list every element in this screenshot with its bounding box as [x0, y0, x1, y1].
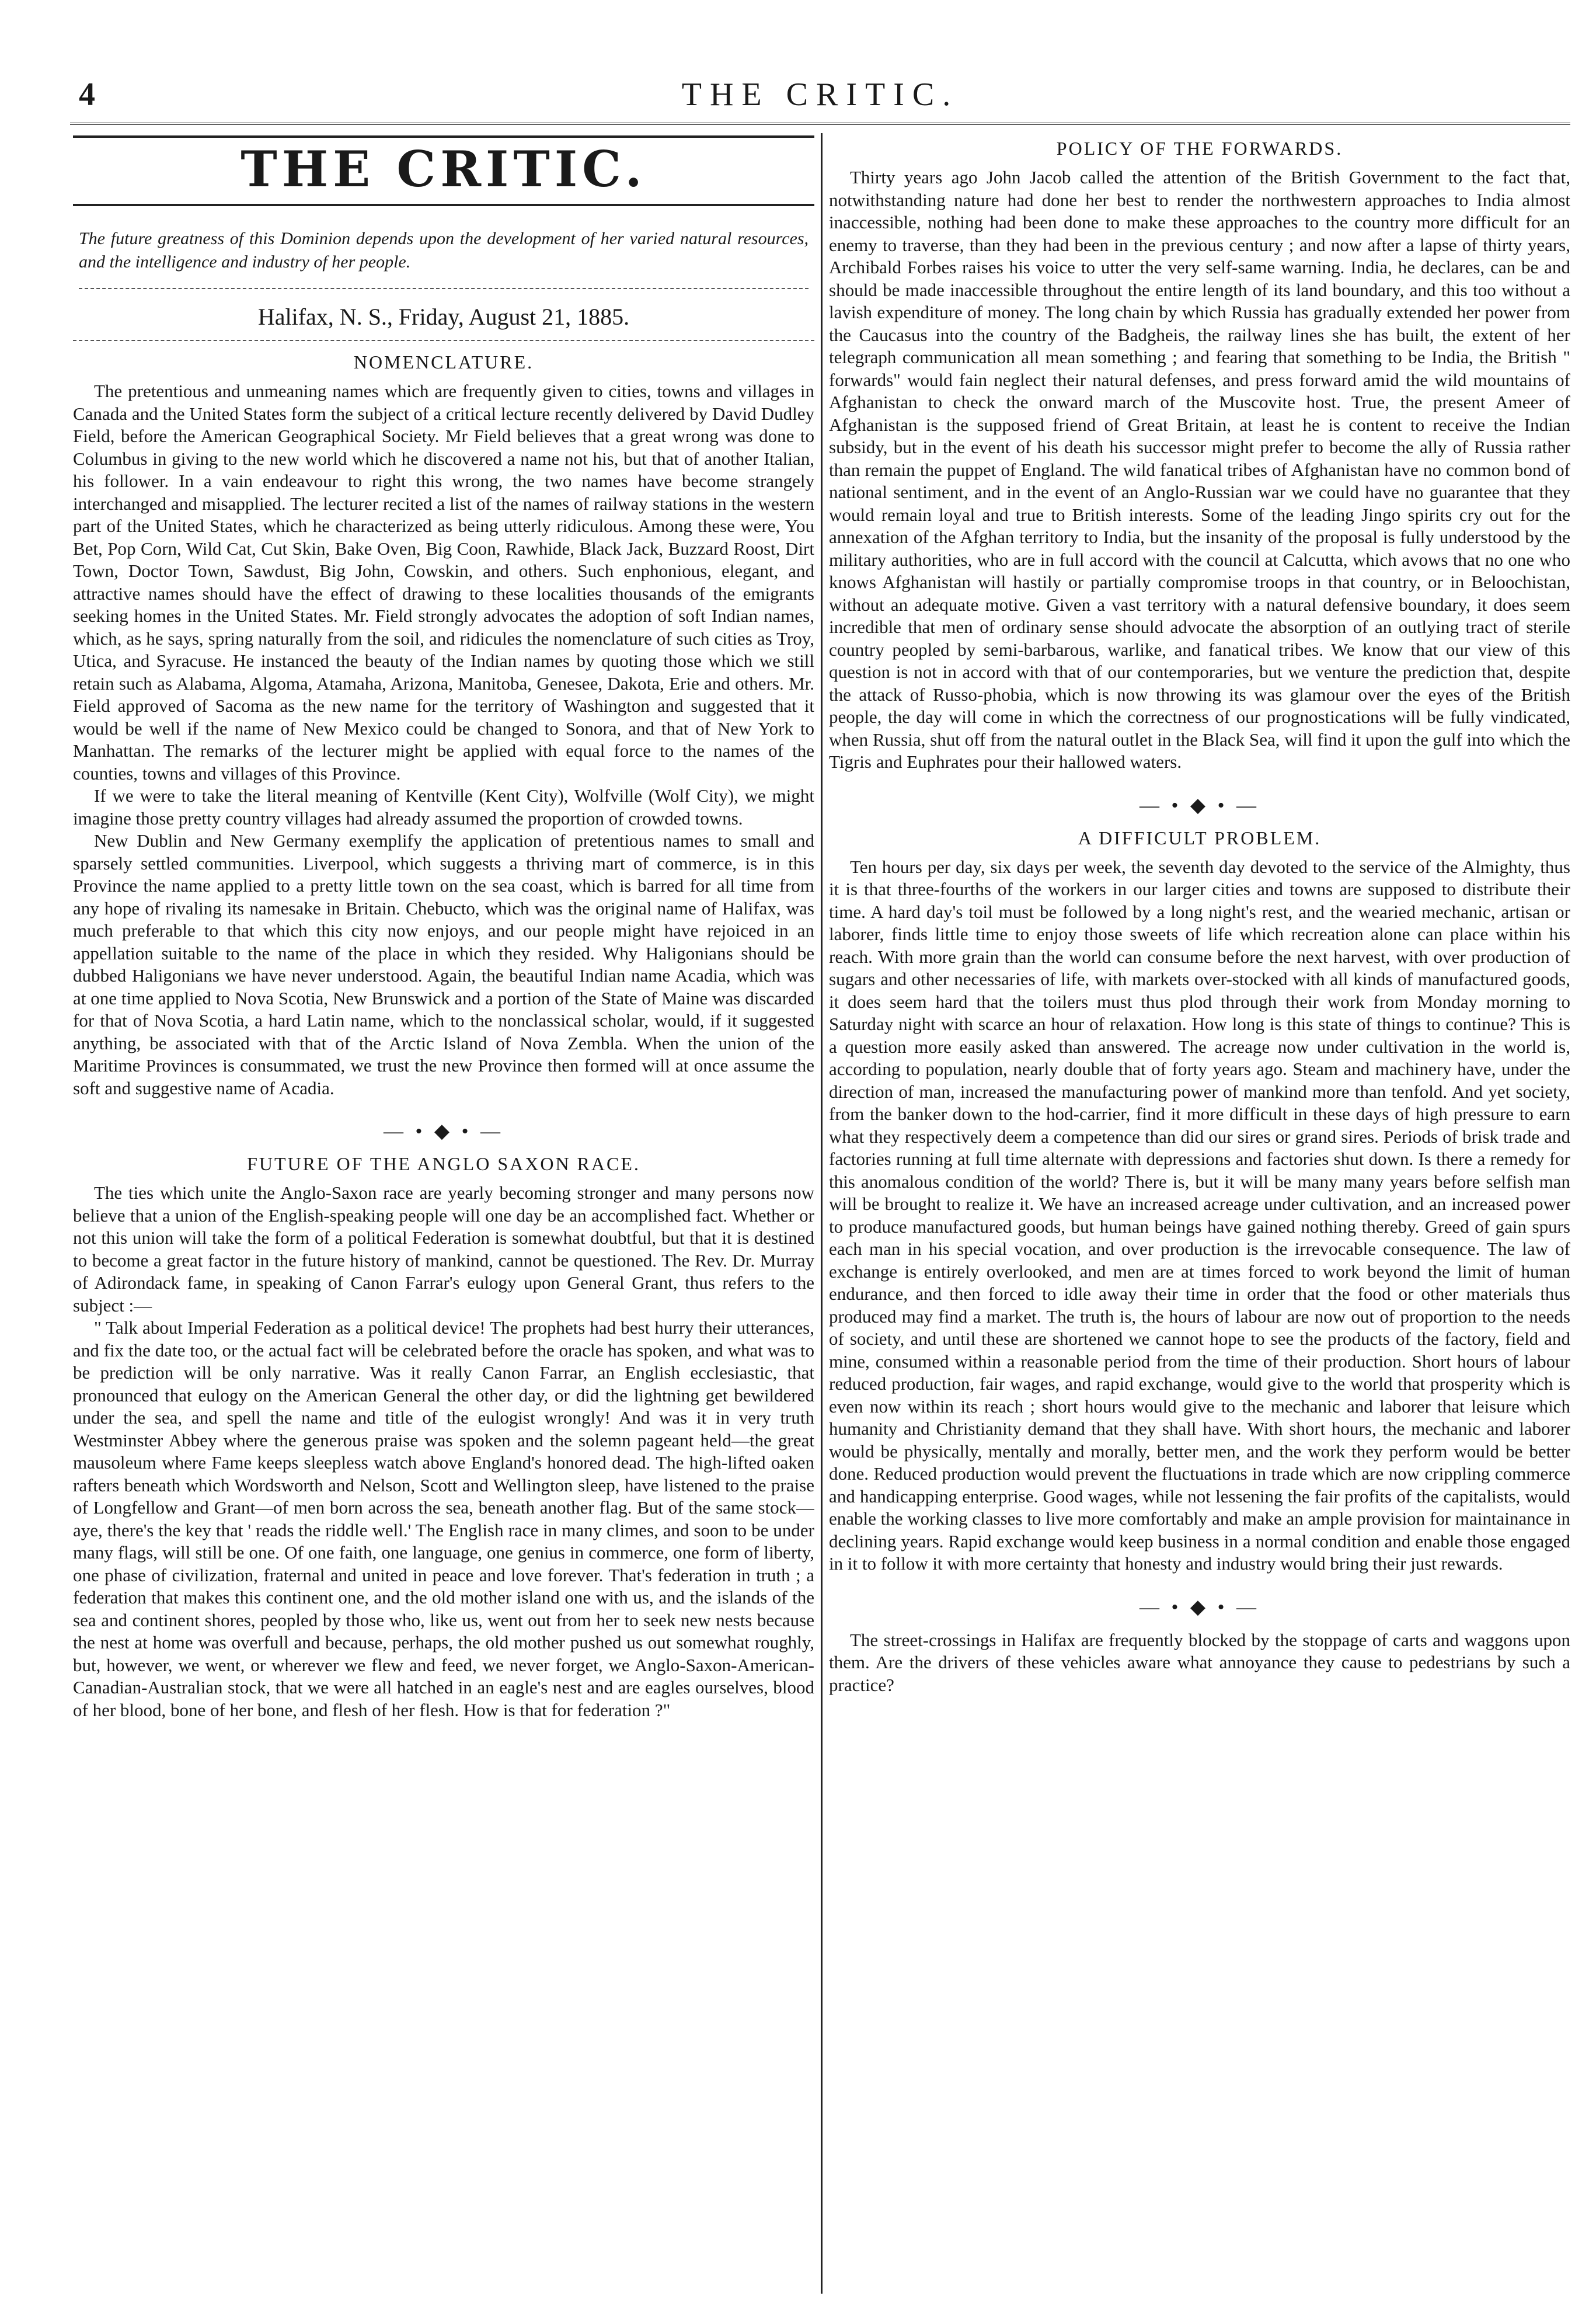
- article-title: FUTURE OF THE ANGLO SAXON RACE.: [247, 1153, 640, 1174]
- running-title: THE CRITIC.: [681, 76, 959, 113]
- section-ornament: — • ◆ • —: [1139, 794, 1260, 816]
- masthead-title: THE CRITIC.: [73, 135, 814, 206]
- article-nomenclature: [73, 352, 814, 1100]
- article-paragraph: New Dublin and New Germany exemplify the application of pretentious names to small and sparsely settled communities. Liverpool, which suggests a thriving mart of commerce, is in this Province the name applied to a pretty little town on the sea coast, which is barred for all time from any hope of rivaling its namesake in Britain. Chebucto, which was the original name of Halifax, was much preferable to that which this city now enjoys, and our people might have rejoiced in an appellation suitable to the name of the place in which they resided. Why Haligonians should be dubbed Haligonians we have never understood. Again, the beautiful Indian name Acadia, which was at one time applied to Nova Scotia, New Brunswick and a portion of the State of Maine was discarded for that of Nova Scotia, a hard Latin name, which to the nonclassical scholar, would, if it suggested anything, be associated with that of the Arctic Island of Nova Zembla. When the union of the Maritime Provinces is consummated, we trust the new Province then formed will at once assume the soft and suggestive name of Acadia.: [73, 830, 814, 1098]
- page-number: 4: [79, 76, 95, 113]
- column-divider: [821, 133, 823, 2294]
- article-street-crossings: [829, 1629, 1570, 1697]
- article-paragraph: Ten hours per day, six days per week, the seventh day devoted to the service of the Almighty, thus it is that three-fourths of the workers in our larger cities and towns are supposed to distribute their time. A hard day's toil must be followed by a long night's rest, and the wearied mechanic, artisan or laborer, finds little time to enjoy those sweets of life which recreation alone can place within his reach. With more grain than the world can consume before the next harvest, with over production of sugars and other necessaries of life, with markets over-stocked with all kinds of manufactured goods, it does seem hard that the toilers must thus plod through their work from Monday morning to Saturday night with scarce an hour of relaxation. How long is this state of things to continue? This is a question more easily asked than answered. The acreage now under cultivation in the world is, according to population, nearly double that of forty years ago. Steam and machinery have, under the direction of man, increased the manufacturing power of mankind more than tenfold. And yet society, from the banker down to the hod-carrier, find it more difficult in these days of high pressure to earn what they respectively deem a competence than did our sires or grand sires. Periods of brisk trade and factories running at full time alternate with depressions and factories shut down. Is there a remedy for this anomalous condition of the world? There is, but it will be many many years before selfish man will be brought to realize it. We have an increased acreage under cultivation, and an increased power to produce manufactured goods, but human beings have gained nothing thereby. Greed of gain spurs each man in his special vocation, and over production is the irrevocable consequence. The law of exchange is entirely overlooked, and men are at times forced to work beyond the limit of human endurance, and then forced to idle away their time in order that the food or other materials thus produced may find a market. The truth is, the hours of labour are now out of proportion to the needs of society, and until these are shortened we cannot hope to see the products of the factory, field and mine, consumed within a reasonable period from the time of their production. Short hours of labour reduced production, fair wages, and rapid exchange, would give to the world that prosperity which is even now within its reach ; short hours would give to the mechanic and laborer that leisure which humanity and Christianity demand that they shall have. With short hours, the mechanic and laborer would be physically, mentally and morally, better men, and the work they perform would be better done. Reduced production would prevent the fluctuations in trade which are now crippling commerce and handicapping enterprise. Good wages, while not lessening the fair profits of the capitalists, would enable the working classes to live more comfortably and make an ample provision for maintainance in declining years. Rapid exchange would keep business in a normal condition and enable those engaged in it to follow it with more certainty that honesty and industry would bring their just rewards.: [829, 856, 1570, 1574]
- article-forwards: [829, 138, 1570, 774]
- article-title: A DIFFICULT PROBLEM.: [1078, 827, 1322, 848]
- article-paragraph: The street-crossings in Halifax are frequently blocked by the stoppage of carts and waggons upon them. Are the drivers of these vehicles aware what annoyance they cause to pedestrians by such a practice?: [829, 1629, 1570, 1695]
- article-paragraph: If we were to take the literal meaning of Kentville (Kent City), Wolfville (Wolf City), we might imagine those pretty country villages had already assumed the proportion of crowded towns.: [73, 785, 814, 829]
- section-ornament: — • ◆ • —: [384, 1121, 504, 1142]
- article-title: POLICY OF THE FORWARDS.: [1056, 138, 1343, 159]
- article-paragraph: The pretentious and unmeaning names which are frequently given to cities, towns and villages in Canada and the United States form the subject of a critical lecture recently delivered by David Dudley Field, before the American Geographical Society. Mr Field believes that a great wrong was done to Columbus in giving to the new world which he discovered a name not his, but that of another Italian, his follower. In a vain endeavour to right this wrong, the two names have become strangely interchanged and misapplied. The lecturer recited a list of the names of railway stations in the western part of the United States, which he characterized as being utterly ridiculous. Among these were, You Bet, Pop Corn, Wild Cat, Cut Skin, Bake Oven, Big Coon, Rawhide, Black Jack, Buzzard Roost, Dirt Town, Doctor Town, Sawdust, Big John, Cowskin, and others. Such enphonious, elegant, and attractive names should have the effect of drawing to these localities thousands of the emigrants seeking homes in the United States. Mr. Field strongly advocates the adoption of soft Indian names, which, as he says, spring naturally from the soil, and ridicules the nomenclature of such cities as Troy, Utica, and Syracuse. He instanced the beauty of the Indian names by quoting those which we still retain such as Alabama, Algoma, Atamaha, Arizona, Manitoba, Genesee, Dakota, Erie and others. Mr. Field approved of Sacoma as the new name for the territory of Washington and suggested that it would be well if the name of New Mexico could be changed to Sonora, and that of New York to Manhattan. The remarks of the lecturer might be applied with equal force to the names of the counties, towns and villages of this Province.: [73, 381, 814, 784]
- article-paragraph: The ties which unite the Anglo-Saxon race are yearly becoming stronger and many persons now believe that a union of the English-speaking people will one day be an accomplished fact. Whether or not this union will take the form of a political Federation is somewhat doubtful, but that it is destined to become a great factor in the future history of mankind, cannot be questioned. The Rev. Dr. Murray of Adirondack fame, in speaking of Canon Farrar's eulogy upon General Grant, thus refers to the subject :—: [73, 1182, 814, 1316]
- right-column: [829, 135, 1570, 2290]
- masthead-motto: The future greatness of this Dominion depends upon the development of her varied natural resources, and the intelligence and industry of her people.: [79, 227, 809, 289]
- article-title: NOMENCLATURE.: [353, 352, 534, 373]
- article-quotation: " Talk about Imperial Federation as a political device! The prophets had best hurry their utterances, and fix the date too, or the actual fact will be celebrated before the oracle has spoken, and what was to be prediction will be only narrative. Was it really Canon Farrar, an English ecclesiastic, that pronounced that eulogy on the American General the other day, or did the lightning get bewildered under the sea, and spell the name and title of the eulogist wrongly! And was it in very truth Westminster Abbey where the generous praise was spoken and the solemn pageant held—the great mausoleum where Fame keeps sleepless watch above England's honored dead. The high-lifted oaken rafters beneath which Wordsworth and Nelson, Scott and Wellington sleep, have listened to the praise of Longfellow and Grant—of men born across the sea, beneath another flag. But of the same stock—aye, there's the key that ' reads the riddle well.' The English race in many climes, and soon to be under many flags, will still be one. Of one faith, one language, one genius in commerce, one form of liberty, one phase of civilization, fraternal and united in peace and love forever. That's federation in truth ; a federation that makes this continent one, and the old mother island one with us, and the islands of the sea and continent shores, peopled by those who, like us, went out from her to seek new nests because the nest at home was overfull and because, perhaps, the old mother pushed us out somewhat roughly, but, however, we went, or wherever we flew and feed, we never forget, we Anglo-Saxon-American-Canadian-Australian stock, that we were all hatched in an eagle's nest and are eagles ourselves, blood of her blood, bone of her bone, and flesh of her flesh. How is that for federation ?": [73, 1317, 814, 1720]
- article-difficult-problem: [829, 827, 1570, 1575]
- section-ornament: — • ◆ • —: [1139, 1596, 1260, 1618]
- article-anglo-saxon: [73, 1153, 814, 1721]
- dateline: Halifax, N. S., Friday, August 21, 1885.: [73, 303, 814, 341]
- article-paragraph: Thirty years ago John Jacob called the attention of the British Government to the fact that, notwithstanding nature had done her best to render the northwestern approaches to India almost inaccessible, nothing had been done to make these approaches to the country more difficult for an enemy to traverse, than they had been in the previous century ; and now after a lapse of thirty years, Archibald Forbes raises his voice to utter the very self-same warning. India, he declares, can be and should be made inaccessible throughout the entire length of its land boundary, and this too without a lavish expenditure of money. The long chain by which Russia has gradually extended her power from the Caucasus into the country of the Badgheis, the railway lines she has built, the extent of her telegraph communication all mean something ; and fearing that something to be India, the British " forwards" would fain neglect their natural defenses, and press forward amid the wild mountains of Afghanistan to check the onward march of the Muscovite host. True, the present Ameer of Afghanistan is the supposed friend of Great Britain, at least he is content to receive the Indian subsidy, but in the event of his death his successor might prefer to become the ally of Russia rather than remain the puppet of England. The wild fanatical tribes of Afghanistan have no common bond of national sentiment, and in the event of an Anglo-Russian war we could have no guarantee that they would remain loyal and true to British interests. Some of the leading Jingo spirits cry out for the annexation of the Afghan territory to India, but the insanity of the proposal is fully understood by the military authorities, who are in full accord with the council at Calcutta, which avows that no one who knows Afghanistan will hastily or partially compromise troops in that country, or in Beloochistan, without an adequate motive. Given a vast territory with a natural defensive boundary, it does seem incredible that men of ordinary sense should advocate the absorption of an outlying tract of sterile country peopled by semi-barbarous, warlike, and fanatical tribes. We know that our view of this question is not in accord with that of our contemporaries, but we venture the prediction that, despite the attack of Russo-phobia, which is now throwing its was glamour over the eyes of the British people, the day will come in which the correctness of our prognostications will be fully vindicated, when Russia, shut off from the natural outlet in the Black Sea, will find it upon the gulf into which the Tigris and Euphrates pour their hallowed waters.: [829, 167, 1570, 772]
- left-column: [73, 135, 814, 2290]
- page-header: [70, 70, 1570, 125]
